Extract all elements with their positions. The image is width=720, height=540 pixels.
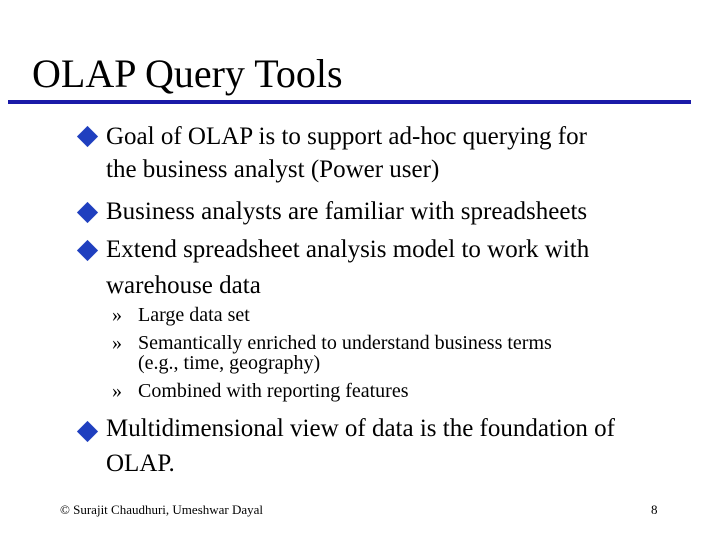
bullet-4-line-2: OLAP. — [106, 450, 175, 477]
bullet-3-line-2: warehouse data — [106, 272, 261, 299]
sub-bullet-2-line-1: Semantically enriched to understand business terms — [138, 332, 552, 354]
bullet-2-line-1: Business analysts are familiar with spreadsheets — [106, 198, 588, 225]
bullet-3-line-1: Extend spreadsheet analysis model to work with — [106, 236, 590, 263]
diamond-bullet-icon — [77, 240, 98, 261]
diamond-bullet-icon — [77, 421, 98, 442]
sub-bullet-marker: » — [112, 304, 122, 326]
footer-copyright: © Surajit Chaudhuri, Umeshwar Dayal — [60, 502, 264, 517]
bullet-4-line-1: Multidimensional view of data is the foundation of — [106, 415, 615, 442]
bullet-1-line-2: the business analyst (Power user) — [106, 156, 440, 183]
diamond-bullet-icon — [77, 202, 98, 223]
diamond-bullet-icon — [77, 126, 98, 147]
title-underline — [8, 100, 691, 104]
page-number: 8 — [651, 502, 658, 517]
sub-bullet-marker: » — [112, 380, 122, 402]
bullet-1-line-1: Goal of OLAP is to support ad-hoc querying for — [106, 123, 587, 150]
sub-bullet-2-line-2: (e.g., time, geography) — [138, 352, 321, 374]
sub-bullet-1-line-1: Large data set — [138, 304, 250, 326]
sub-bullet-3-line-1: Combined with reporting features — [138, 380, 409, 402]
sub-bullet-marker: » — [112, 332, 122, 354]
slide-title: OLAP Query Tools — [32, 51, 343, 96]
